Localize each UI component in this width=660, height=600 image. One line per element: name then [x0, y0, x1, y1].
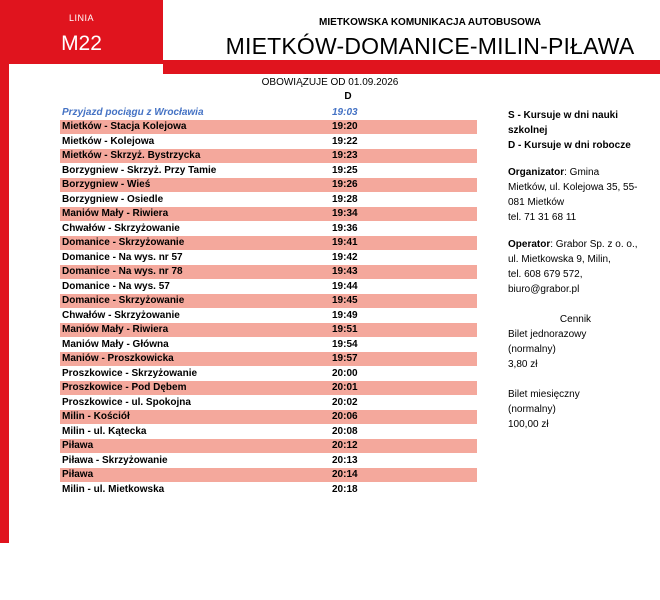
operator-label: Operator: [508, 239, 551, 250]
departure-time: 19:41: [332, 237, 358, 249]
departure-time: 20:08: [332, 425, 358, 437]
stop-name: Maniów - Proszkowicka: [62, 353, 174, 365]
stop-name: Domanice - Na wys. 57: [62, 280, 170, 292]
monthly-ticket-label: Bilet miesięczny: [508, 389, 580, 400]
operator-email: biuro@grabor.pl: [508, 284, 580, 295]
organizer-line3: 081 Mietków: [508, 197, 565, 208]
stop-name: Proszkowice - Pod Dębem: [62, 382, 187, 394]
stop-name: Piława: [62, 440, 94, 452]
stop-name: Proszkowice - Skrzyżowanie: [62, 367, 198, 379]
monthly-ticket-price: 100,00 zł: [508, 419, 549, 430]
departure-time: 20:01: [332, 382, 358, 394]
departure-time: 20:14: [332, 469, 358, 481]
stop-name: Domanice - Skrzyżowanie: [62, 295, 185, 307]
departure-time: 19:45: [332, 295, 358, 307]
departure-time: 20:18: [332, 483, 358, 495]
validity-date: OBOWIĄZUJE OD 01.09.2026: [261, 77, 399, 88]
timetable-row: [60, 265, 477, 280]
monthly-ticket-type: (normalny): [508, 404, 556, 415]
departure-time: 19:28: [332, 193, 358, 205]
timetable-row: [60, 250, 477, 265]
line-number: M22: [61, 32, 102, 55]
organizer-line2: Mietków, ul. Kolejowa 35, 55-: [508, 182, 638, 193]
stop-name: Maniów Mały - Główna: [62, 338, 169, 350]
single-ticket-price: 3,80 zł: [508, 359, 538, 370]
stop-name: Milin - ul. Kątecka: [62, 425, 147, 437]
organizer-label: Organizator: [508, 167, 565, 178]
timetable-row: [60, 381, 477, 396]
timetable-row: [60, 134, 477, 149]
organizer-line4: tel. 71 31 68 11: [508, 212, 577, 223]
stop-name: Domanice - Skrzyżowanie: [62, 237, 185, 249]
legend-d: D - Kursuje w dni robocze: [508, 140, 631, 151]
header-red-bar: [163, 60, 660, 74]
timetable-row: [60, 395, 477, 410]
timetable-row: [60, 410, 477, 425]
single-ticket-type: (normalny): [508, 344, 556, 355]
timetable-row: [60, 192, 477, 207]
stop-name: Milin - Kościół: [62, 411, 130, 423]
timetable-row: [60, 424, 477, 439]
price-list-title: Cennik: [559, 314, 592, 325]
timetable-row: [60, 366, 477, 381]
stop-name: Domanice - Na wys. nr 57: [62, 251, 183, 263]
stop-name: Maniów Mały - Riwiera: [62, 324, 169, 336]
organizer-line1: : Gmina: [564, 167, 600, 178]
stop-name: Mietków - Skrzyż. Bystrzycka: [62, 150, 201, 162]
train-arrival-row: [60, 105, 477, 120]
departure-time: 19:34: [332, 208, 358, 220]
stop-name: Milin - ul. Mietkowska: [62, 483, 165, 495]
timetable-row: [60, 178, 477, 193]
timetable-row: [60, 236, 477, 251]
timetable-row: [60, 221, 477, 236]
departure-time: 19:23: [332, 150, 358, 162]
timetable-row: [60, 323, 477, 338]
line-badge: [0, 0, 163, 64]
departure-time: 19:51: [332, 324, 358, 336]
operator-line2: ul. Mietkowska 9, Milin,: [508, 254, 611, 265]
stop-name: Piława - Skrzyżowanie: [62, 454, 168, 466]
departure-time: 19:25: [332, 164, 358, 176]
departure-time: 19:26: [332, 179, 358, 191]
price-list: [508, 312, 658, 432]
operator-info: [508, 237, 658, 297]
departure-time: 20:06: [332, 411, 358, 423]
stop-name: Mietków - Stacja Kolejowa: [62, 121, 187, 133]
departure-time: 20:02: [332, 396, 358, 408]
departure-time: 19:20: [332, 121, 358, 133]
stop-name: Mietków - Kolejowa: [62, 135, 155, 147]
stop-name: Domanice - Na wys. nr 78: [62, 266, 183, 278]
operator-line1: : Grabor Sp. z o. o.,: [550, 239, 638, 250]
timetable-row: [60, 468, 477, 483]
stop-name: Przyjazd pociągu z Wrocławia: [62, 106, 204, 118]
stop-name: Borzygniew - Skrzyż. Przy Tamie: [62, 164, 217, 176]
timetable-row: [60, 352, 477, 367]
departure-time: 20:12: [332, 440, 358, 452]
single-ticket-label: Bilet jednorazowy: [508, 329, 587, 340]
timetable-row: [60, 279, 477, 294]
line-label: LINIA: [68, 13, 94, 23]
organizer-info: [508, 165, 658, 225]
departure-time: 20:00: [332, 367, 358, 379]
timetable-row: [60, 149, 477, 164]
legend: [508, 108, 660, 153]
stop-name: Maniów Mały - Riwiera: [62, 208, 169, 220]
timetable-row: [60, 337, 477, 352]
timetable-row: [60, 308, 477, 323]
timetable-row: [60, 439, 477, 454]
stop-name: Chwałów - Skrzyżowanie: [62, 222, 180, 234]
timetable-row: [60, 207, 477, 222]
stop-name: Chwałów - Skrzyżowanie: [62, 309, 180, 321]
departure-time: 19:54: [332, 338, 358, 350]
route-title: MIETKÓW-DOMANICE-MILIN-PIŁAWA: [225, 33, 635, 59]
company-name: MIETKOWSKA KOMUNIKACJA AUTOBUSOWA: [318, 17, 542, 28]
stop-name: Proszkowice - ul. Spokojna: [62, 396, 191, 408]
departure-time: 19:42: [332, 251, 358, 263]
departure-time: 19:36: [332, 222, 358, 234]
departure-time: 19:49: [332, 309, 358, 321]
timetable-row: [60, 294, 477, 309]
timetable-row: [60, 120, 477, 135]
departure-time: 19:22: [332, 135, 358, 147]
timetable-row: [60, 482, 477, 497]
departure-time: 19:03: [332, 106, 358, 118]
departure-time: 20:13: [332, 454, 358, 466]
departure-time: 19:57: [332, 353, 358, 365]
timetable: [60, 105, 477, 497]
departure-time: 19:43: [332, 266, 358, 278]
operator-line3: tel. 608 679 572,: [508, 269, 583, 280]
legend-s: S - Kursuje w dni nauki szkolnej: [508, 110, 619, 136]
departure-time: 19:44: [332, 280, 358, 292]
stop-name: Borzygniew - Osiedle: [62, 193, 164, 205]
timetable-row: [60, 163, 477, 178]
timetable-row: [60, 453, 477, 468]
stop-name: Borzygniew - Wieś: [62, 179, 151, 191]
column-header-d: D: [344, 91, 352, 102]
stop-name: Piława: [62, 469, 94, 481]
